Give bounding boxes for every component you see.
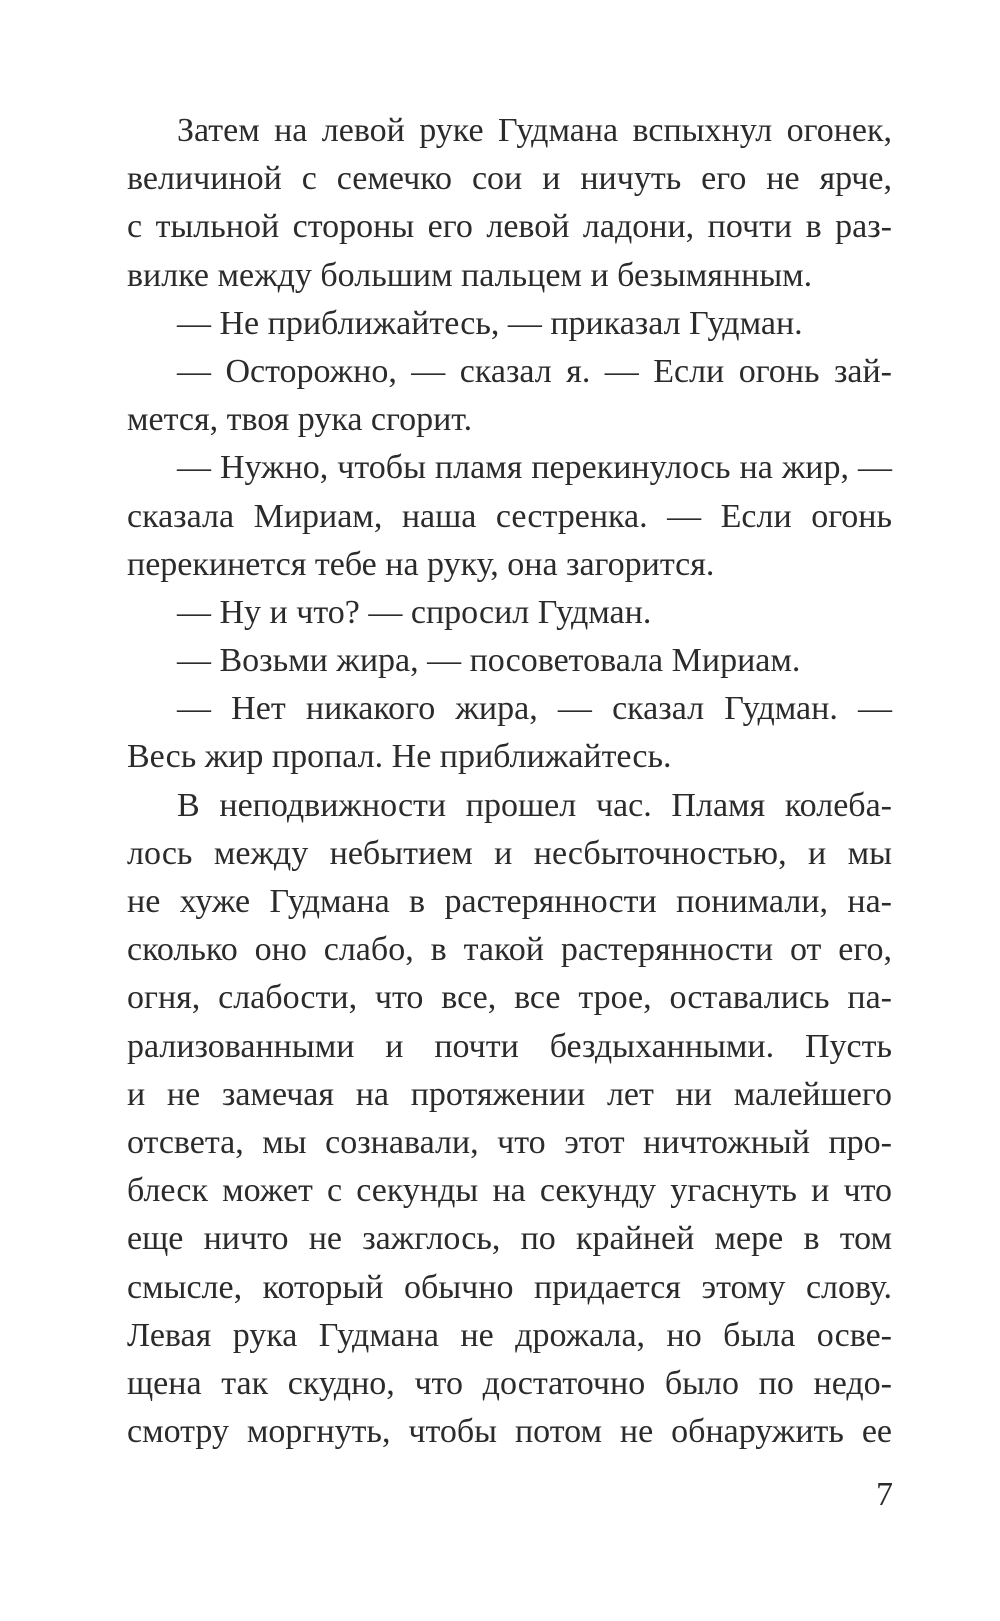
text-line: лось между небытием и несбыточностью, и мы bbox=[127, 834, 892, 872]
text-line: — Осторожно, — сказал я. — Если огонь зай- bbox=[177, 352, 892, 390]
text-line: Левая рука Гудмана не дрожала, но была осве- bbox=[127, 1316, 892, 1354]
text-line: огня, слабости, что все, все трое, оставались па- bbox=[127, 979, 892, 1017]
text-line: смотру моргнуть, чтобы потом не обнаружить ее bbox=[127, 1413, 892, 1451]
text-line: — Не приближайтесь, — приказал Гудман. bbox=[177, 304, 803, 342]
text-line: еще ничто не зажглось, по крайней мере в том bbox=[127, 1220, 892, 1258]
text-line: не хуже Гудмана в растерянности понимали, на- bbox=[127, 883, 892, 920]
text-line: — Нужно, чтобы пламя перекинулось на жир, — bbox=[177, 449, 892, 487]
text-line: — Ну и что? — спросил Гудман. bbox=[177, 593, 652, 631]
text-line: вилке между большим пальцем и безымянным. bbox=[127, 256, 813, 294]
text-line: перекинется тебе на руку, она загорится. bbox=[127, 545, 715, 583]
text-line: с тыльной стороны его левой ладони, почти в раз- bbox=[127, 208, 892, 246]
text-line: мется, твоя рука сгорит. bbox=[127, 401, 473, 439]
text-line: — Возьми жира, — посоветовала Мириам. bbox=[177, 642, 801, 680]
text-line: блеск может с секунды на секунду угаснуть и что bbox=[127, 1172, 892, 1210]
text-line: сколько оно слабо, в такой растерянности от его, bbox=[127, 931, 892, 969]
page-number: 7 bbox=[876, 1476, 893, 1513]
text-line: — Нет никакого жира, — сказал Гудман. — bbox=[177, 690, 892, 728]
text-line: смысле, который обычно придается этому слову. bbox=[127, 1268, 892, 1306]
text-line: В неподвижности прошел час. Пламя колеба- bbox=[177, 786, 892, 824]
text-line: отсвета, мы сознавали, что этот ничтожный про- bbox=[127, 1123, 892, 1161]
text-line: рализованными и почти бездыханными. Пусть bbox=[127, 1027, 892, 1065]
text-line: Весь жир пропал. Не приближайтесь. bbox=[127, 738, 672, 776]
text-line: и не замечая на протяжении лет ни малейшего bbox=[127, 1075, 892, 1113]
text-line: величиной с семечко сои и ничуть его не ярче, bbox=[127, 160, 892, 198]
text-line: щена так скудно, что достаточно было по недо- bbox=[127, 1364, 892, 1402]
body-text bbox=[127, 107, 892, 1456]
text-line: сказала Мириам, наша сестренка. — Если огонь bbox=[127, 497, 892, 535]
text-line: Затем на левой руке Гудмана вспыхнул огонек, bbox=[177, 112, 892, 149]
